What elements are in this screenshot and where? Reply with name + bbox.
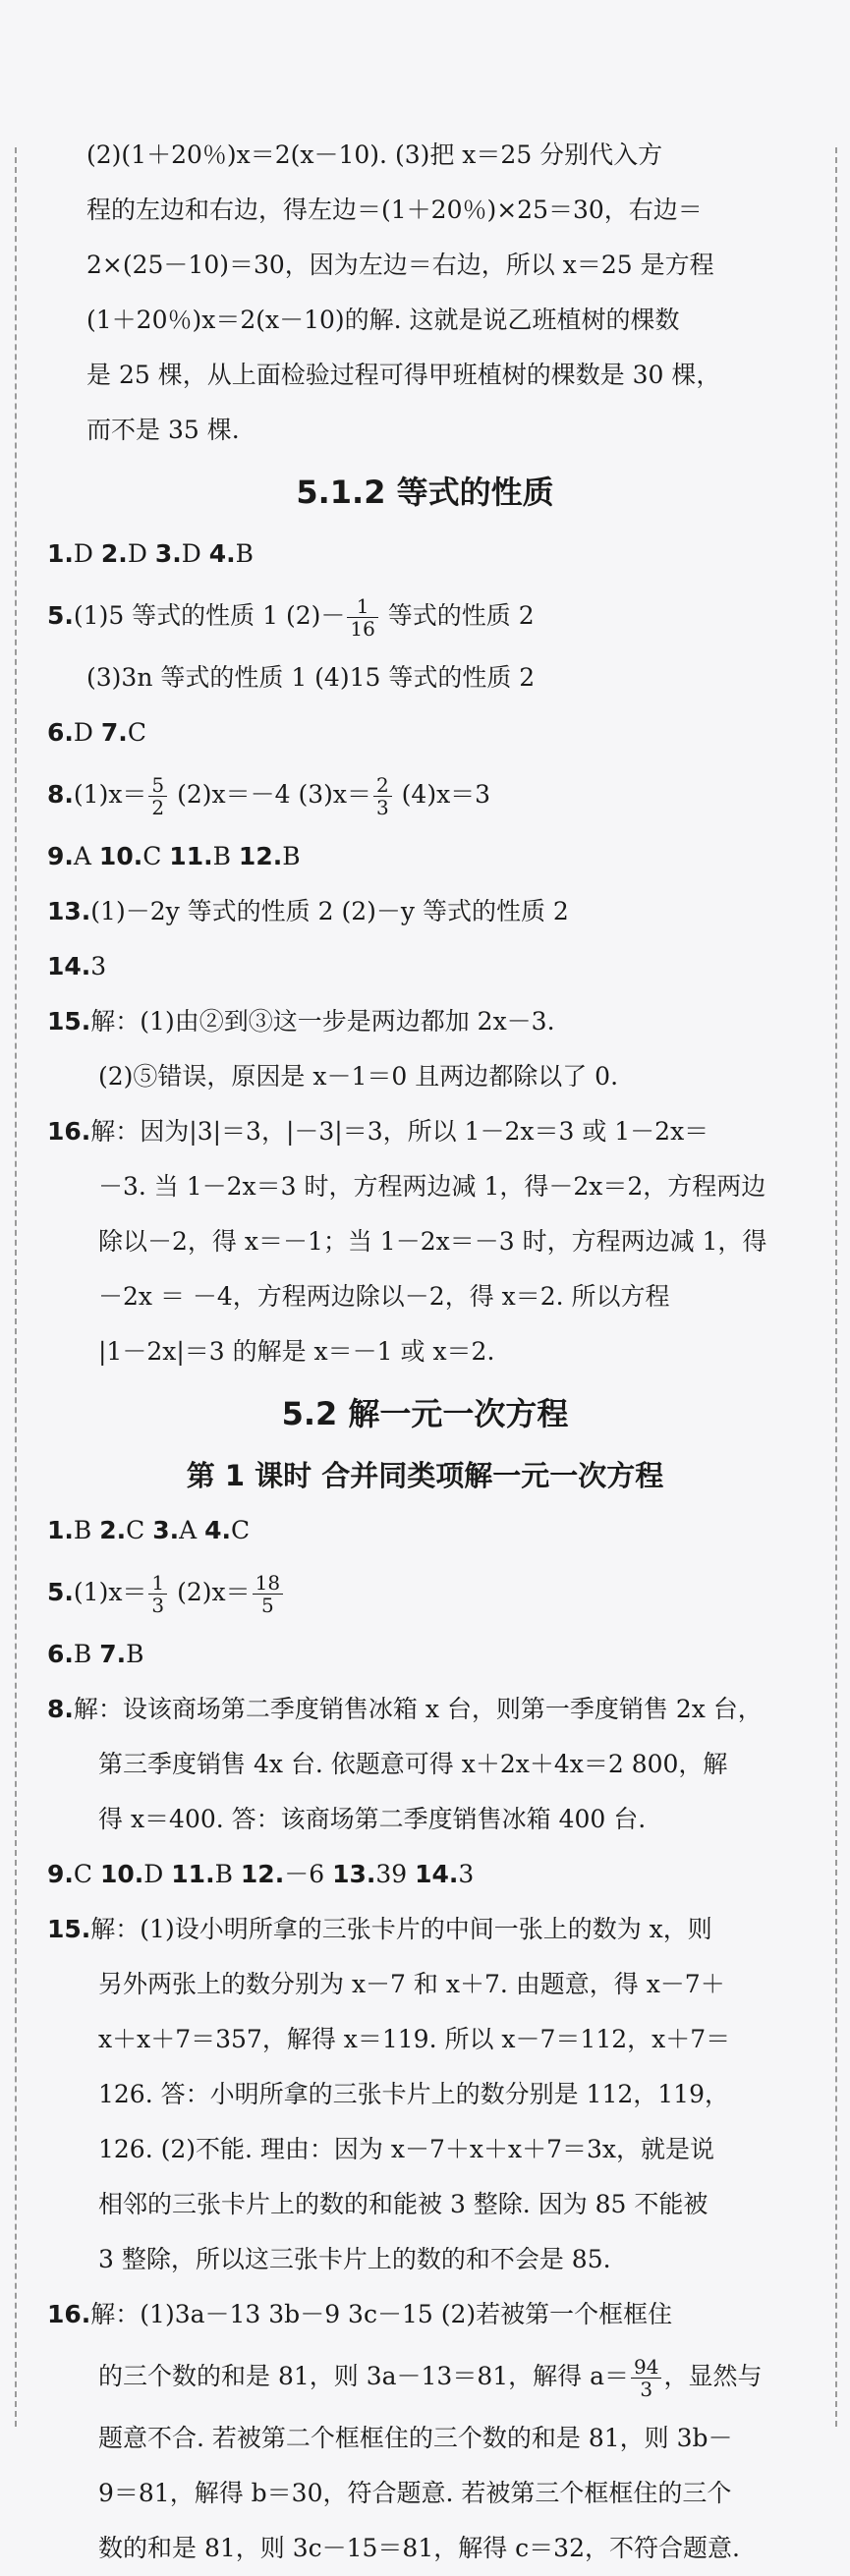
answer-text: D <box>181 539 209 568</box>
answer-text: B <box>235 539 254 568</box>
fraction <box>148 1572 167 1616</box>
text-line: －2x ＝ －4，方程两边除以－2，得 x＝2. 所以方程 <box>98 1282 670 1311</box>
answer-text: 39 <box>375 1860 416 1888</box>
answer-text: C <box>126 1516 153 1544</box>
question-number: 2. <box>99 1516 127 1544</box>
answer-text: D <box>127 539 155 568</box>
numerator: 94 <box>631 2356 661 2379</box>
answer-row <box>47 1104 803 1159</box>
fraction <box>148 774 167 818</box>
answer-text: 解：设该商场第二季度销售冰箱 x 台，则第一季度销售 2x 台， <box>73 1695 763 1723</box>
question-number: 7. <box>100 718 128 747</box>
answer-row <box>47 1847 803 1902</box>
question-number: 1. <box>47 539 74 568</box>
answer-text: 解：因为|3|＝3，|－3|＝3，所以 1－2x＝3 或 1－2x＝ <box>90 1117 709 1146</box>
answer-row <box>47 582 803 650</box>
question-number: 6. <box>47 718 74 747</box>
question-number: 11. <box>171 1860 215 1888</box>
answer-text: B <box>214 1860 241 1888</box>
answer-text: C <box>127 718 146 747</box>
answer-row <box>47 1503 803 1558</box>
answer-row <box>47 939 803 994</box>
text-line: (1＋20％)x＝2(x－10)的解. 这就是说乙班植树的棵数 <box>86 306 680 334</box>
section-heading: 5.2 解一元一次方程 <box>281 1395 569 1432</box>
text-line: 是 25 棵，从上面检验过程可得甲班植树的棵数是 30 棵， <box>86 361 721 389</box>
answer-text: C <box>73 1860 100 1888</box>
answer-text: 解：(1)设小明所拿的三张卡片的中间一张上的数为 x，则 <box>90 1915 712 1943</box>
answer-text: (4)x＝3 <box>393 780 491 809</box>
answer-row <box>47 2287 803 2342</box>
text-line: 数的和是 81，则 3c－15＝81，解得 c＝32，不符合题意. <box>98 2534 740 2562</box>
question-number: 3. <box>152 1516 180 1544</box>
fraction <box>631 2356 661 2400</box>
answer-text: (1)x＝ <box>73 780 147 809</box>
numerator: 5 <box>148 774 167 797</box>
answer-text: (1)x＝ <box>73 1578 147 1606</box>
answer-row <box>47 829 803 884</box>
text-line: 126. 答：小明所拿的三张卡片上的数分别是 112，119， <box>98 2080 729 2108</box>
answer-row <box>47 1682 803 1737</box>
denominator: 16 <box>350 617 375 641</box>
answer-text: 的三个数的和是 81，则 3a－13＝81，解得 a＝ <box>98 2362 629 2390</box>
answer-row <box>47 1902 803 1957</box>
answer-row <box>47 2342 803 2411</box>
question-number: 3. <box>154 539 182 568</box>
question-number: 6. <box>47 1640 74 1668</box>
answer-row <box>47 884 803 939</box>
answer-text: 等式的性质 2 <box>379 601 535 630</box>
denominator: 5 <box>260 1594 274 1617</box>
question-number: 7. <box>99 1640 127 1668</box>
numerator: 2 <box>373 774 392 797</box>
question-number: 1. <box>47 1516 74 1544</box>
numerator: 1 <box>148 1572 167 1595</box>
answer-text: 解：(1)由②到③这一步是两边都加 2x－3. <box>90 1007 555 1036</box>
question-number: 10. <box>99 1860 144 1888</box>
question-number: 4. <box>208 539 236 568</box>
denominator: 3 <box>151 1594 165 1617</box>
question-number: 9. <box>47 1860 74 1888</box>
answer-text: －6 <box>284 1860 333 1888</box>
question-number: 12. <box>240 1860 285 1888</box>
text-line: －3. 当 1－2x＝3 时，方程两边减 1，得－2x＝2，方程两边 <box>98 1172 766 1201</box>
text-line: 126. (2)不能. 理由：因为 x－7＋x＋x＋7＝3x，就是说 <box>98 2135 714 2163</box>
answer-row: (3)3n 等式的性质 1 (4)15 等式的性质 2 <box>86 663 536 692</box>
answer-row <box>47 705 803 760</box>
right-dashed-rule <box>835 147 837 2427</box>
fraction <box>373 774 392 818</box>
answer-row <box>47 1558 803 1627</box>
answer-row <box>47 527 803 582</box>
denominator: 3 <box>640 2378 653 2401</box>
answer-text: (2)x＝ <box>169 1578 251 1606</box>
denominator: 3 <box>375 796 389 819</box>
question-number: 11. <box>169 842 213 870</box>
text-line: 得 x＝400. 答：该商场第二季度销售冰箱 400 台. <box>98 1805 647 1833</box>
answer-text: B <box>282 842 301 870</box>
question-number: 14. <box>415 1860 459 1888</box>
text-line: 相邻的三张卡片上的数的和能被 3 整除. 因为 85 不能被 <box>98 2190 708 2218</box>
question-number: 9. <box>47 842 74 870</box>
text-line: 3 整除，所以这三张卡片上的数的和不会是 85. <box>98 2245 611 2273</box>
text-line: 而不是 35 棵. <box>86 416 240 444</box>
text-line: (2)(1＋20％)x＝2(x－10). (3)把 x＝25 分别代入方 <box>86 140 663 169</box>
text-line: x＋x＋7＝357，解得 x＝119. 所以 x－7＝112，x＋7＝ <box>98 2025 731 2053</box>
question-number: 12. <box>238 842 283 870</box>
question-number: 16. <box>47 1117 91 1146</box>
answer-row <box>47 994 803 1049</box>
answer-text: 3 <box>458 1860 475 1888</box>
question-number: 15. <box>47 1007 91 1036</box>
text-line: 除以－2，得 x＝－1；当 1－2x＝－3 时，方程两边减 1，得 <box>98 1227 767 1256</box>
answer-text: B <box>73 1516 100 1544</box>
answer-row <box>47 760 803 829</box>
denominator: 2 <box>151 796 165 819</box>
question-number: 10. <box>98 842 143 870</box>
question-number: 14. <box>47 952 91 980</box>
question-number: 15. <box>47 1915 91 1943</box>
section-heading: 5.1.2 等式的性质 <box>296 474 554 511</box>
answer-text: 3 <box>90 952 107 980</box>
text-line: 另外两张上的数分别为 x－7 和 x＋7. 由题意，得 x－7＋ <box>98 1970 725 1998</box>
answer-content <box>47 128 803 2576</box>
question-number: 8. <box>47 780 74 809</box>
answer-text: D <box>73 539 101 568</box>
question-number: 8. <box>47 1695 74 1723</box>
numerator: 1 <box>347 595 377 618</box>
text-line: 9＝81，解得 b＝30，符合题意. 若被第三个框框住的三个 <box>98 2479 732 2507</box>
text-line: 2×(25－10)＝30，因为左边＝右边，所以 x＝25 是方程 <box>86 251 714 279</box>
answer-text: 解：(1)3a－13 3b－9 3c－15 (2)若被第一个框框住 <box>90 2300 673 2328</box>
text-line: 第三季度销售 4x 台. 依题意可得 x＋2x＋4x＝2 800，解 <box>98 1750 728 1778</box>
text-line: |1－2x|＝3 的解是 x＝－1 或 x＝2. <box>98 1337 495 1366</box>
answer-text: B <box>126 1640 144 1668</box>
question-number: 5. <box>47 601 74 630</box>
left-dashed-rule <box>15 147 17 2427</box>
answer-text: A <box>73 842 99 870</box>
question-number: 16. <box>47 2300 91 2328</box>
lesson-heading: 第 1 课时 合并同类项解一元一次方程 <box>186 1459 664 1492</box>
continued-solution <box>47 128 803 458</box>
text-line: (2)⑤错误，原因是 x－1＝0 且两边都除以了 0. <box>98 1062 619 1091</box>
answer-text: D <box>73 718 101 747</box>
answer-text: B <box>73 1640 100 1668</box>
answer-text: D <box>143 1860 172 1888</box>
question-number: 4. <box>204 1516 232 1544</box>
answer-text: (2)x＝－4 (3)x＝ <box>169 780 371 809</box>
answer-text: ，显然与 <box>663 2362 763 2390</box>
question-number: 2. <box>100 539 128 568</box>
numerator: 18 <box>253 1572 283 1595</box>
question-number: 13. <box>332 1860 376 1888</box>
answer-text: C <box>231 1516 251 1544</box>
text-line: 题意不合. 若被第二个框框住的三个数的和是 81，则 3b－ <box>98 2424 733 2452</box>
answer-text: C <box>142 842 170 870</box>
text-line: 程的左边和右边，得左边＝(1＋20％)×25＝30，右边＝ <box>86 196 703 224</box>
answer-text: (1)－2y 等式的性质 2 (2)－y 等式的性质 2 <box>90 897 569 925</box>
fraction <box>253 1572 283 1616</box>
question-number: 5. <box>47 1578 74 1606</box>
answer-text: A <box>179 1516 205 1544</box>
answer-text: B <box>212 842 239 870</box>
fraction <box>347 595 377 640</box>
question-number: 13. <box>47 897 91 925</box>
answer-row <box>47 1627 803 1682</box>
answer-text: (1)5 等式的性质 1 (2)－ <box>73 601 346 630</box>
